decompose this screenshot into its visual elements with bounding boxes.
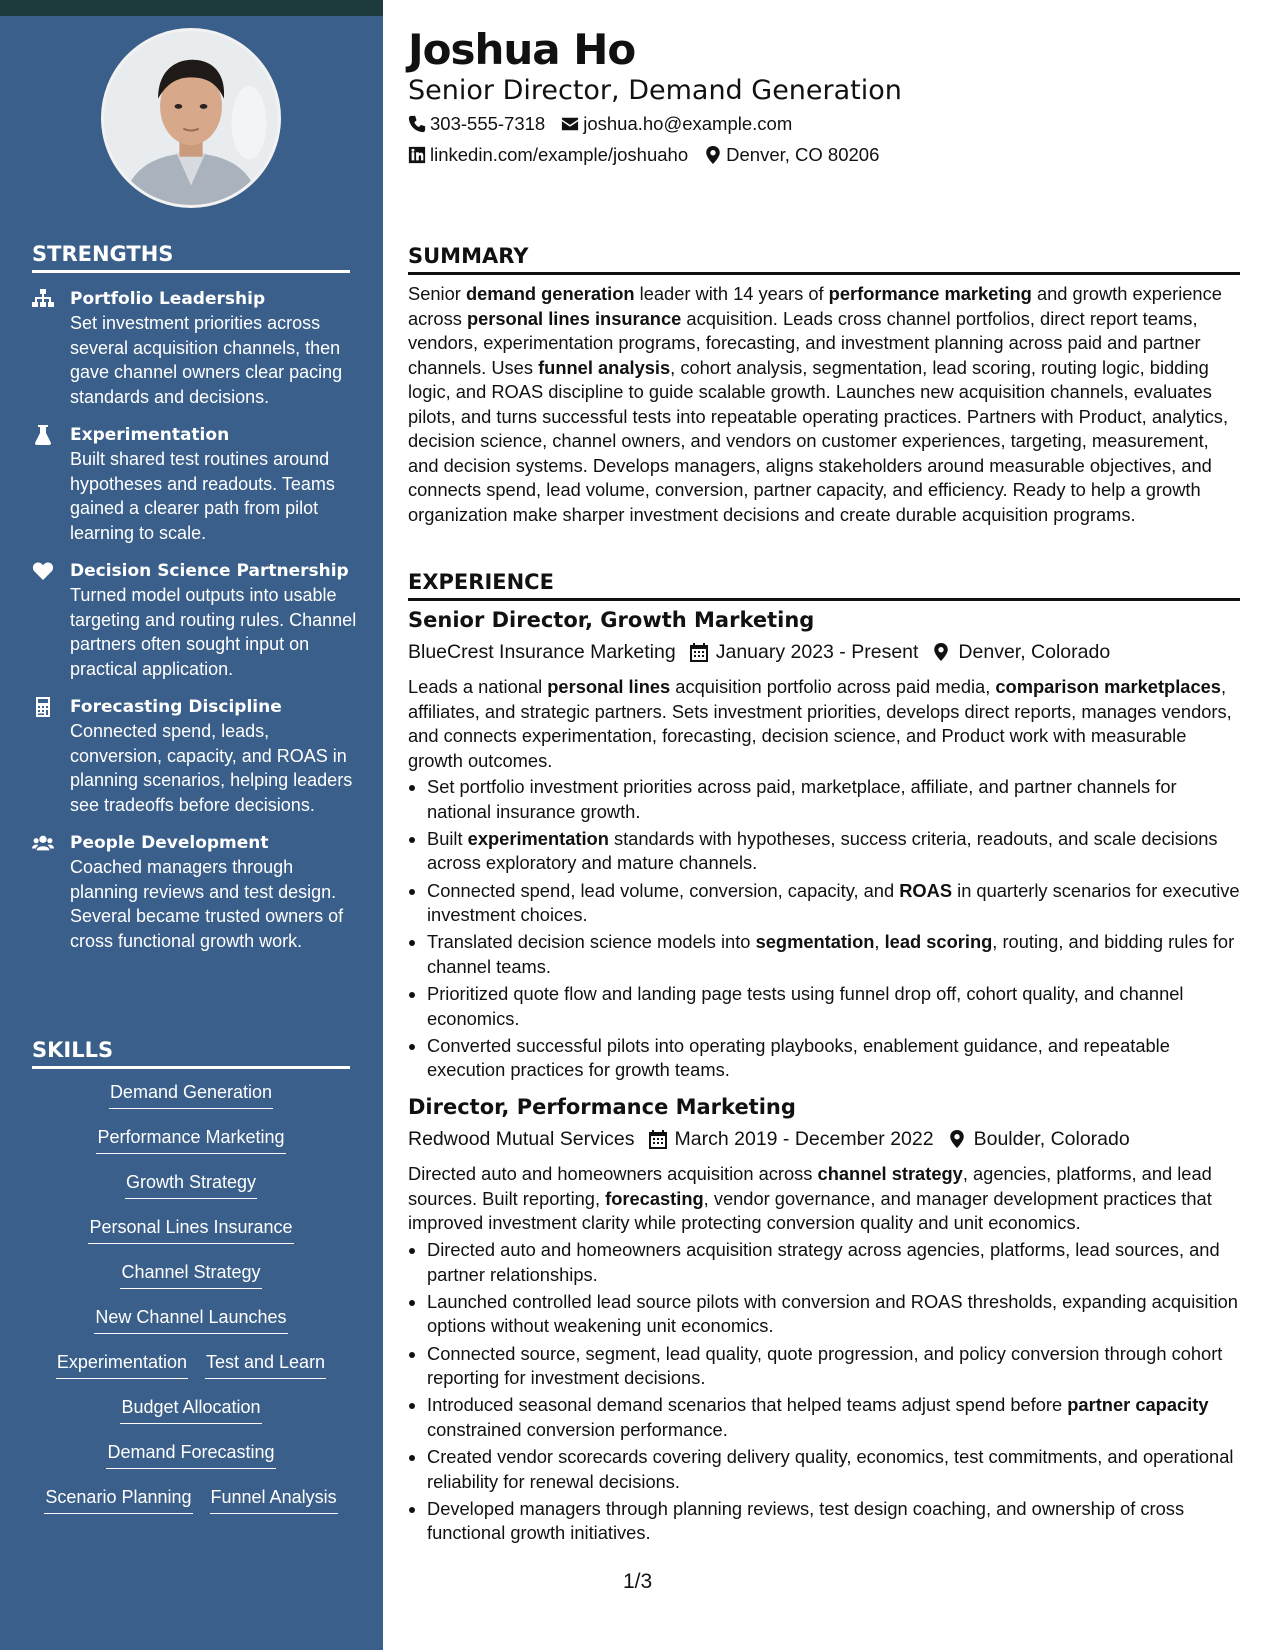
sitemap-icon <box>32 287 70 409</box>
map-pin-icon <box>948 1129 966 1149</box>
candidate-title: Senior Director, Demand Generation <box>408 75 902 106</box>
summary-text: Senior demand generation leader with 14 years of performance marketing and growth experience across personal lines insurance acquisition. Leads cross channel portfolios, direct report teams, vendors, experimentation programs, forecasting, and investment planning across paid and partner channels. Uses funnel analysis, cohort analysis, segmentation, lead scoring, routing logic, bidding logic, and ROAS discipline to guide scalable growth. Launches new acquisition channels, evaluates pilots, and turns successful tests into repeatable operating practices. Partners with Product, analytics, decision science, channel owners, and vendors on customer experiences, targeting, measurement, and decision systems. Develops managers, aligns stakeholders around measurable objectives, and connects spend, lead volume, conversion, partner capacity, and efficiency. Ready to help a growth organization make sharper investment decisions and create durable acquisition programs. <box>408 283 1229 525</box>
job-meta <box>408 638 1110 666</box>
job-bullet: Prioritized quote flow and landing page tests using funnel drop off, cohort quality, and channel economics. <box>408 982 1240 1031</box>
skill-tag: Personal Lines Insurance <box>88 1215 293 1244</box>
job-title: Director, Performance Marketing <box>408 1095 796 1119</box>
strength-item <box>32 287 362 409</box>
calendar-icon <box>649 1129 667 1149</box>
linkedin-text: linkedin.com/example/joshuaho <box>430 144 689 165</box>
job-bullet: Introduced seasonal demand scenarios that helped teams adjust spend before partner capacity constrained conversion performance. <box>408 1393 1240 1442</box>
job-bullet: Directed auto and homeowners acquisition strategy across agencies, platforms, lead sources, and partner relationships. <box>408 1238 1240 1287</box>
job-company: Redwood Mutual Services <box>408 1128 635 1150</box>
skill-tag: Scenario Planning <box>44 1485 192 1514</box>
strength-description: Coached managers through planning reviews and test design. Several became trusted owners of cross functional growth work. <box>70 857 344 951</box>
strength-title: Forecasting Discipline <box>70 697 282 717</box>
calendar-icon <box>690 642 708 662</box>
strength-item <box>32 831 362 953</box>
page-number: 1/3 <box>623 1570 653 1593</box>
phone-icon <box>408 115 426 133</box>
location-text: Denver, CO 80206 <box>726 144 880 165</box>
skill-tag: Demand Generation <box>109 1080 273 1109</box>
skill-tag: Funnel Analysis <box>210 1485 338 1514</box>
strength-description: Built shared test routines around hypotheses and readouts. Teams gained a clearer path from pilot learning to scale. <box>70 449 335 543</box>
job-bullets <box>408 1238 1240 1549</box>
skill-tag: Demand Forecasting <box>106 1440 275 1469</box>
strength-item <box>32 695 362 817</box>
job-bullet: Launched controlled lead source pilots with conversion and ROAS thresholds, expanding acquisition options without weakening unit economics. <box>408 1290 1240 1339</box>
strength-description: Turned model outputs into usable targeting and routing rules. Channel partners often sought input on practical application. <box>70 585 357 679</box>
experience-heading: EXPERIENCE <box>408 568 1240 601</box>
contact-linkedin[interactable] <box>408 142 688 168</box>
profile-photo <box>104 31 278 205</box>
strength-item <box>32 423 362 545</box>
job-description: Leads a national personal lines acquisition portfolio across paid media, comparison marketplaces, affiliates, and strategic partners. Sets investment priorities, develops direct reports, manages vendors, and connects experimentation, forecasting, decision science, and Product work with measurable growth outcomes. <box>408 676 1232 771</box>
skill-tag: Performance Marketing <box>96 1125 285 1154</box>
skill-tag: Channel Strategy <box>120 1260 261 1289</box>
job-description: Directed auto and homeowners acquisition across channel strategy, agencies, platforms, and lead sources. Built reporting, forecasting, vendor governance, and manager development practices that improved investment clarity while protecting conversion quality and unit economics. <box>408 1163 1212 1233</box>
strengths-list <box>32 287 362 967</box>
job-bullet: Developed managers through planning reviews, test design coaching, and ownership of cross functional growth initiatives. <box>408 1497 1240 1546</box>
contact-row <box>408 111 792 137</box>
skill-tag: Test and Learn <box>205 1350 326 1379</box>
job-location: Boulder, Colorado <box>973 1128 1130 1150</box>
job-bullet: Connected source, segment, lead quality, quote progression, and policy conversion through cohort reporting for investment decisions. <box>408 1342 1240 1391</box>
job-location: Denver, Colorado <box>958 641 1111 663</box>
job-bullet: Set portfolio investment priorities across paid, marketplace, affiliate, and partner channels for national insurance growth. <box>408 775 1240 824</box>
skill-tag: Experimentation <box>56 1350 188 1379</box>
contact-location <box>704 142 879 168</box>
heart-icon <box>32 559 70 681</box>
contact-email[interactable] <box>561 111 792 137</box>
map-pin-icon <box>704 146 722 164</box>
map-pin-icon <box>932 642 950 662</box>
skill-tag: Growth Strategy <box>125 1170 257 1199</box>
sidebar <box>0 0 383 1650</box>
job-bullet: Created vendor scorecards covering delivery quality, economics, test commitments, and operational reliability for renewal decisions. <box>408 1445 1240 1494</box>
strength-title: Experimentation <box>70 425 230 445</box>
strength-item <box>32 559 362 681</box>
strengths-heading: STRENGTHS <box>32 242 350 273</box>
contact-row <box>408 142 879 168</box>
users-icon <box>32 831 70 953</box>
candidate-name: Joshua Ho <box>408 25 636 74</box>
strength-title: People Development <box>70 833 269 853</box>
strength-description: Set investment priorities across several acquisition channels, then gave channel owners clear pacing standards and decisions. <box>70 313 343 407</box>
envelope-icon <box>561 115 579 133</box>
email-text: joshua.ho@example.com <box>583 113 793 134</box>
job-title: Senior Director, Growth Marketing <box>408 608 815 632</box>
job-bullet: Translated decision science models into segmentation, lead scoring, routing, and bidding rules for channel teams. <box>408 930 1240 979</box>
strength-title: Decision Science Partnership <box>70 561 349 581</box>
job-dates: March 2019 - December 2022 <box>674 1128 934 1150</box>
job-meta <box>408 1125 1130 1153</box>
skill-tag: Budget Allocation <box>120 1395 261 1424</box>
phone-text: 303-555-7318 <box>430 113 546 134</box>
sidebar-top-bar <box>0 0 383 16</box>
skill-tag: New Channel Launches <box>94 1305 287 1334</box>
job-dates: January 2023 - Present <box>715 641 919 663</box>
job-bullet: Built experimentation standards with hypotheses, success criteria, readouts, and scale decisions across exploratory and mature channels. <box>408 827 1240 876</box>
job-bullet: Converted successful pilots into operating playbooks, enablement guidance, and repeatable execution practices for growth teams. <box>408 1034 1240 1083</box>
skills-list <box>32 1080 350 1530</box>
strength-description: Connected spend, leads, conversion, capacity, and ROAS in planning scenarios, helping leaders see tradeoffs before decisions. <box>70 721 353 815</box>
job-bullet: Connected spend, lead volume, conversion, capacity, and ROAS in quarterly scenarios for executive investment choices. <box>408 879 1240 928</box>
avatar <box>101 28 281 208</box>
flask-icon <box>32 423 70 545</box>
calculator-icon <box>32 695 70 817</box>
strength-title: Portfolio Leadership <box>70 289 266 309</box>
linkedin-icon <box>408 146 426 164</box>
job-bullets <box>408 775 1240 1086</box>
contact-phone[interactable] <box>408 111 545 137</box>
skills-heading: SKILLS <box>32 1038 350 1069</box>
job-company: BlueCrest Insurance Marketing <box>408 641 676 663</box>
summary-heading: SUMMARY <box>408 242 1240 275</box>
